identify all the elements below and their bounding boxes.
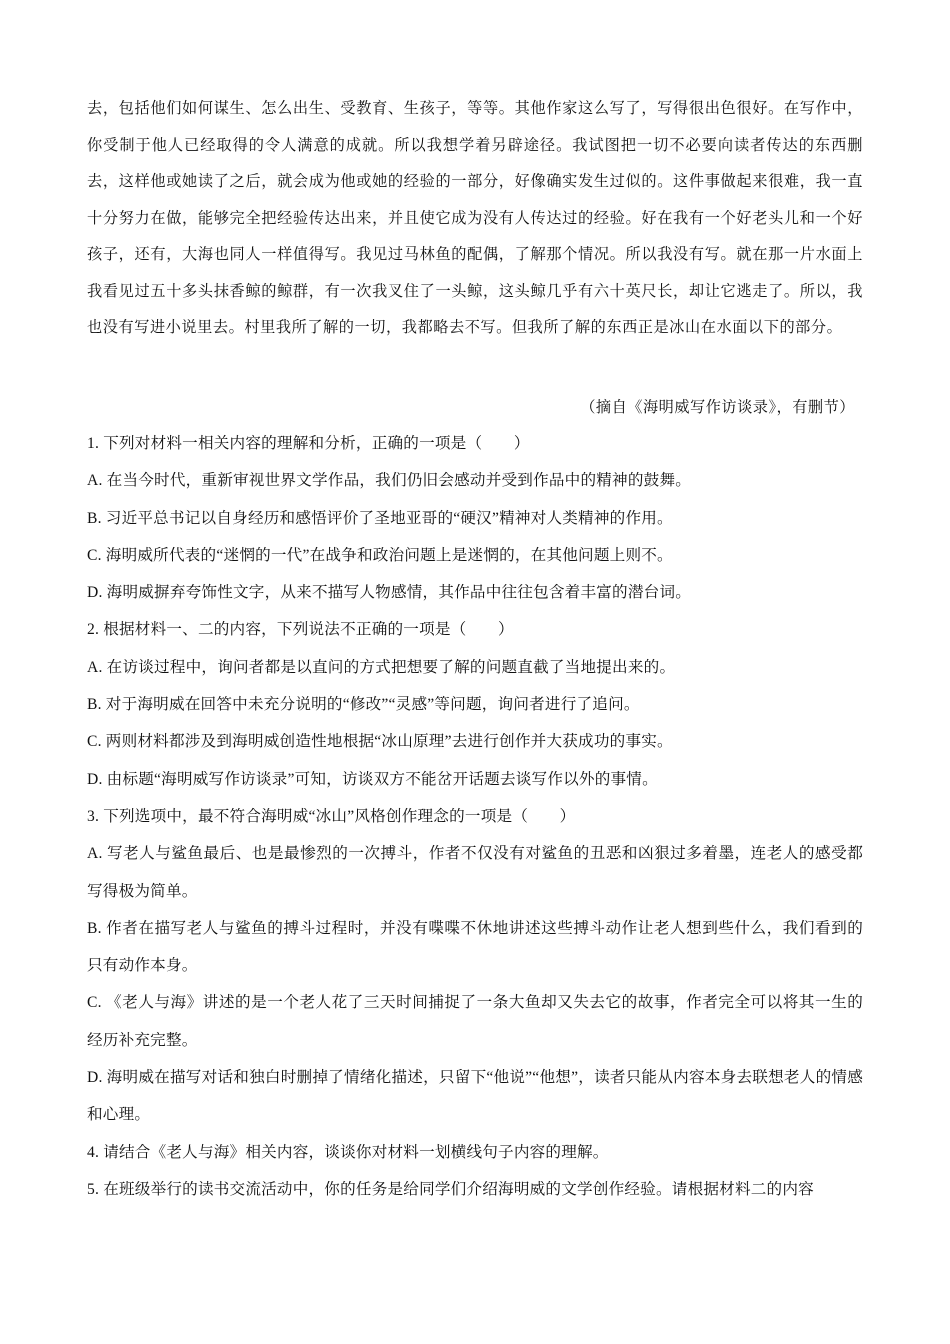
question-2 [87,611,863,797]
question-4 [87,1134,863,1171]
option-a: A. 在访谈过程中，询问者都是以直问的方式把想要了解的问题直截了当地提出来的。 [87,658,676,676]
option-d: D. 由标题“海明威写作访谈录”可知，访谈双方不能岔开话题去谈写作以外的事情。 [87,770,658,788]
question-list [87,425,863,1208]
option-b: B. 习近平总书记以自身经历和感悟评价了圣地亚哥的“硬汉”精神对人类精神的作用。 [87,509,673,527]
question-stem: 4. 请结合《老人与海》相关内容，谈谈你对材料一划横线句子内容的理解。 [87,1143,609,1161]
option-b: B. 作者在描写老人与鲨鱼的搏斗过程时，并没有喋喋不休地讲述这些搏斗动作让老人想到些什么，我们看到的只有动作本身。 [87,919,863,975]
option-d: D. 海明威摒弃夸饰性文字，从来不描写人物感情，其作品中往往包含着丰富的潜台词。 [87,584,692,602]
question-stem: 1. 下列对材料一相关内容的理解和分析，正确的一项是（ ） [87,435,530,452]
passage-source: （摘自《海明威写作访谈录》，有删节） [580,398,855,416]
reading-passage: 去，包括他们如何谋生、怎么出生、受教育、生孩子，等等。其他作家这么写了，写得很出色很好。在写作中，你受制于他人已经取得的令人满意的成就。所以我想学着另辟途径。我试图把一切不必要向读者传达的东西删去，这样他或她读了之后，就会成为他或她的经验的一部分，好像确实发生过似的。这件事做起来很难，我一直十分努力在做，能够完全把经验传达出来，并且使它成为没有人传达过的经验。好在我有一个好老头儿和一个好孩子，还有，大海也同人一样值得写。我见过马林鱼的配偶，了解那个情况。所以我没有写。就在那一片水面上我看见过五十多头抹香鲸的鲸群，有一次我叉住了一头鲸，这头鲸几乎有六十英尺长，却让它逃走了。所以，我也没有写进小说里去。村里我所了解的一切，我都略去不写。但我所了解的东西正是冰山在水面以下的部分。 [87,99,863,336]
option-a: A. 写老人与鲨鱼最后、也是最惨烈的一次搏斗，作者不仅没有对鲨鱼的丑恶和凶狠过多着墨，连老人的感受都写得极为简单。 [87,845,863,900]
question-stem: 5. 在班级举行的读书交流活动中，你的任务是给同学们介绍海明威的文学创作经验。请根据材料二的内容 [87,1180,814,1198]
question-1 [87,425,863,611]
option-a: A. 在当今时代，重新审视世界文学作品，我们仍旧会感动并受到作品中的精神的鼓舞。 [87,472,692,490]
question-3 [87,798,863,1134]
option-d: D. 海明威在描写对话和独白时删掉了情绪化描述，只留下“他说”“他想”，读者只能从内容本身去联想老人的情感和心理。 [87,1069,863,1124]
question-stem: 3. 下列选项中，最不符合海明威“冰山”风格创作理念的一项是（ ） [87,807,576,825]
option-c: C. 《老人与海》讲述的是一个老人花了三天时间捕捉了一条大鱼却又失去它的故事，作者完全可以将其一生的经历补充完整。 [87,994,863,1049]
question-stem: 2. 根据材料一、二的内容，下列说法不正确的一项是（ ） [87,621,514,639]
question-5 [87,1171,863,1208]
option-c: C. 海明威所代表的“迷惘的一代”在战争和政治问题上是迷惘的，在其他问题上则不。 [87,546,673,564]
option-b: B. 对于海明威在回答中未充分说明的“修改”“灵感”等问题，询问者进行了追问。 [87,696,640,714]
option-c: C. 两则材料都涉及到海明威创造性地根据“冰山原理”去进行创作并大获成功的事实。 [87,733,673,751]
